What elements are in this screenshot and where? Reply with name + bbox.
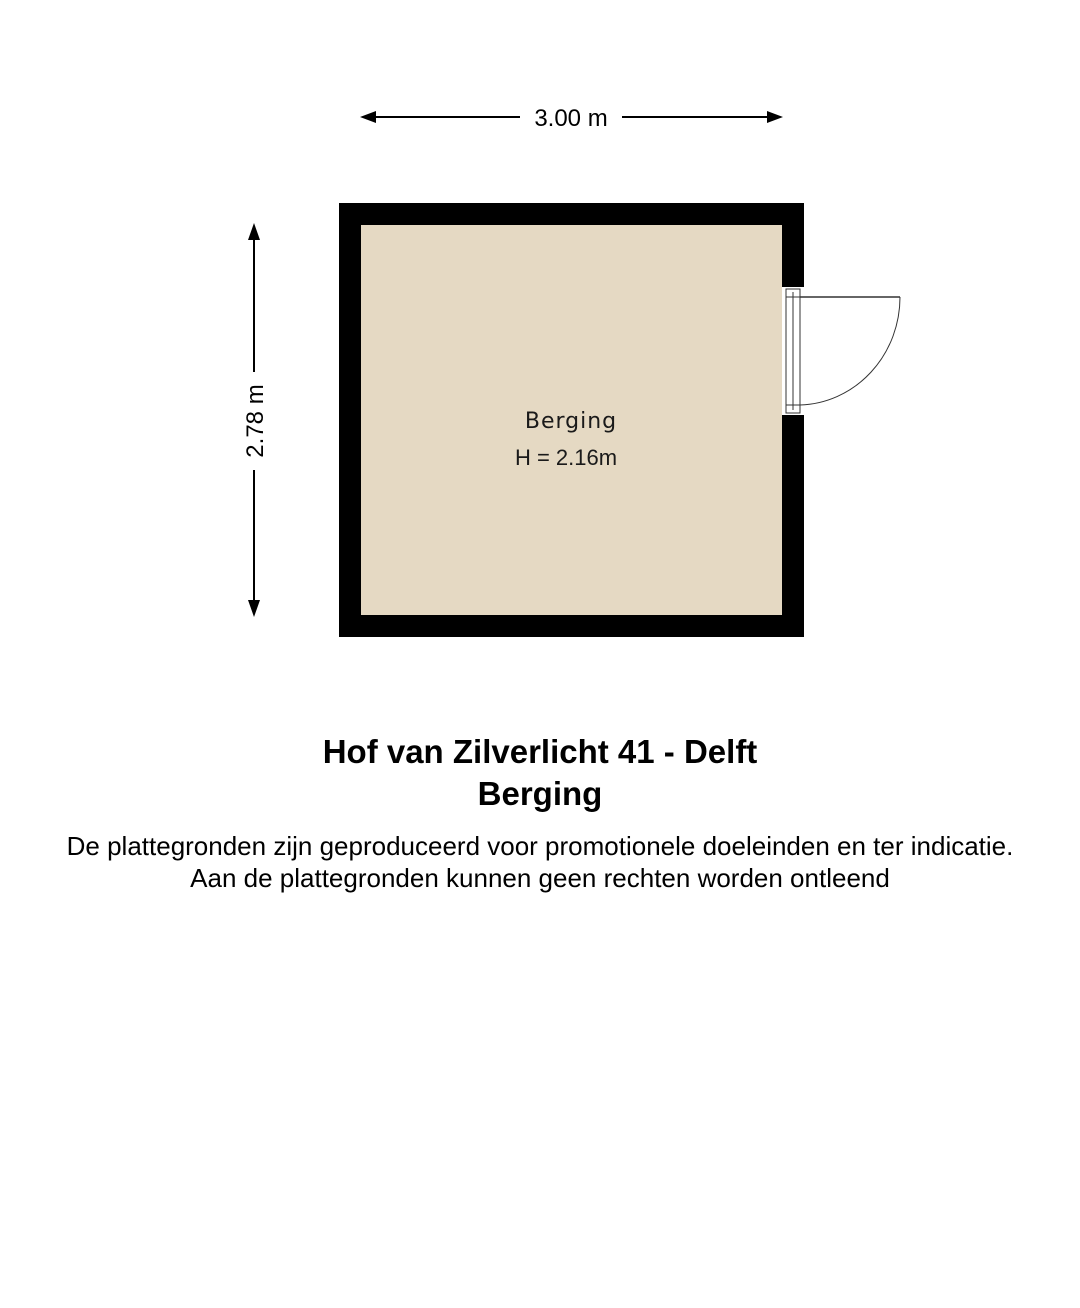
arrow-left-icon [360, 111, 376, 123]
room-berging [339, 203, 900, 637]
disclaimer-line-2: Aan de plattegronden kunnen geen rechten worden ontleend [190, 863, 890, 893]
room-height: H = 2.16m [514, 445, 618, 470]
room-name: Berging [524, 409, 618, 434]
disclaimer-line-1: De plattegronden zijn geproduceerd voor promotionele doeleinden en ter indicatie. [66, 831, 1014, 861]
depth-label: 2.78 m [242, 384, 269, 458]
address-title: Hof van Zilverlicht 41 - Delft [322, 733, 758, 770]
arrow-up-icon [248, 223, 260, 240]
depth-dimension [242, 223, 269, 617]
width-label: 3.00 m [534, 105, 608, 132]
arrow-right-icon [767, 111, 783, 123]
door-swing-arc [800, 297, 900, 405]
width-dimension [360, 105, 783, 132]
room-subtitle: Berging [477, 775, 603, 812]
arrow-down-icon [248, 600, 260, 617]
